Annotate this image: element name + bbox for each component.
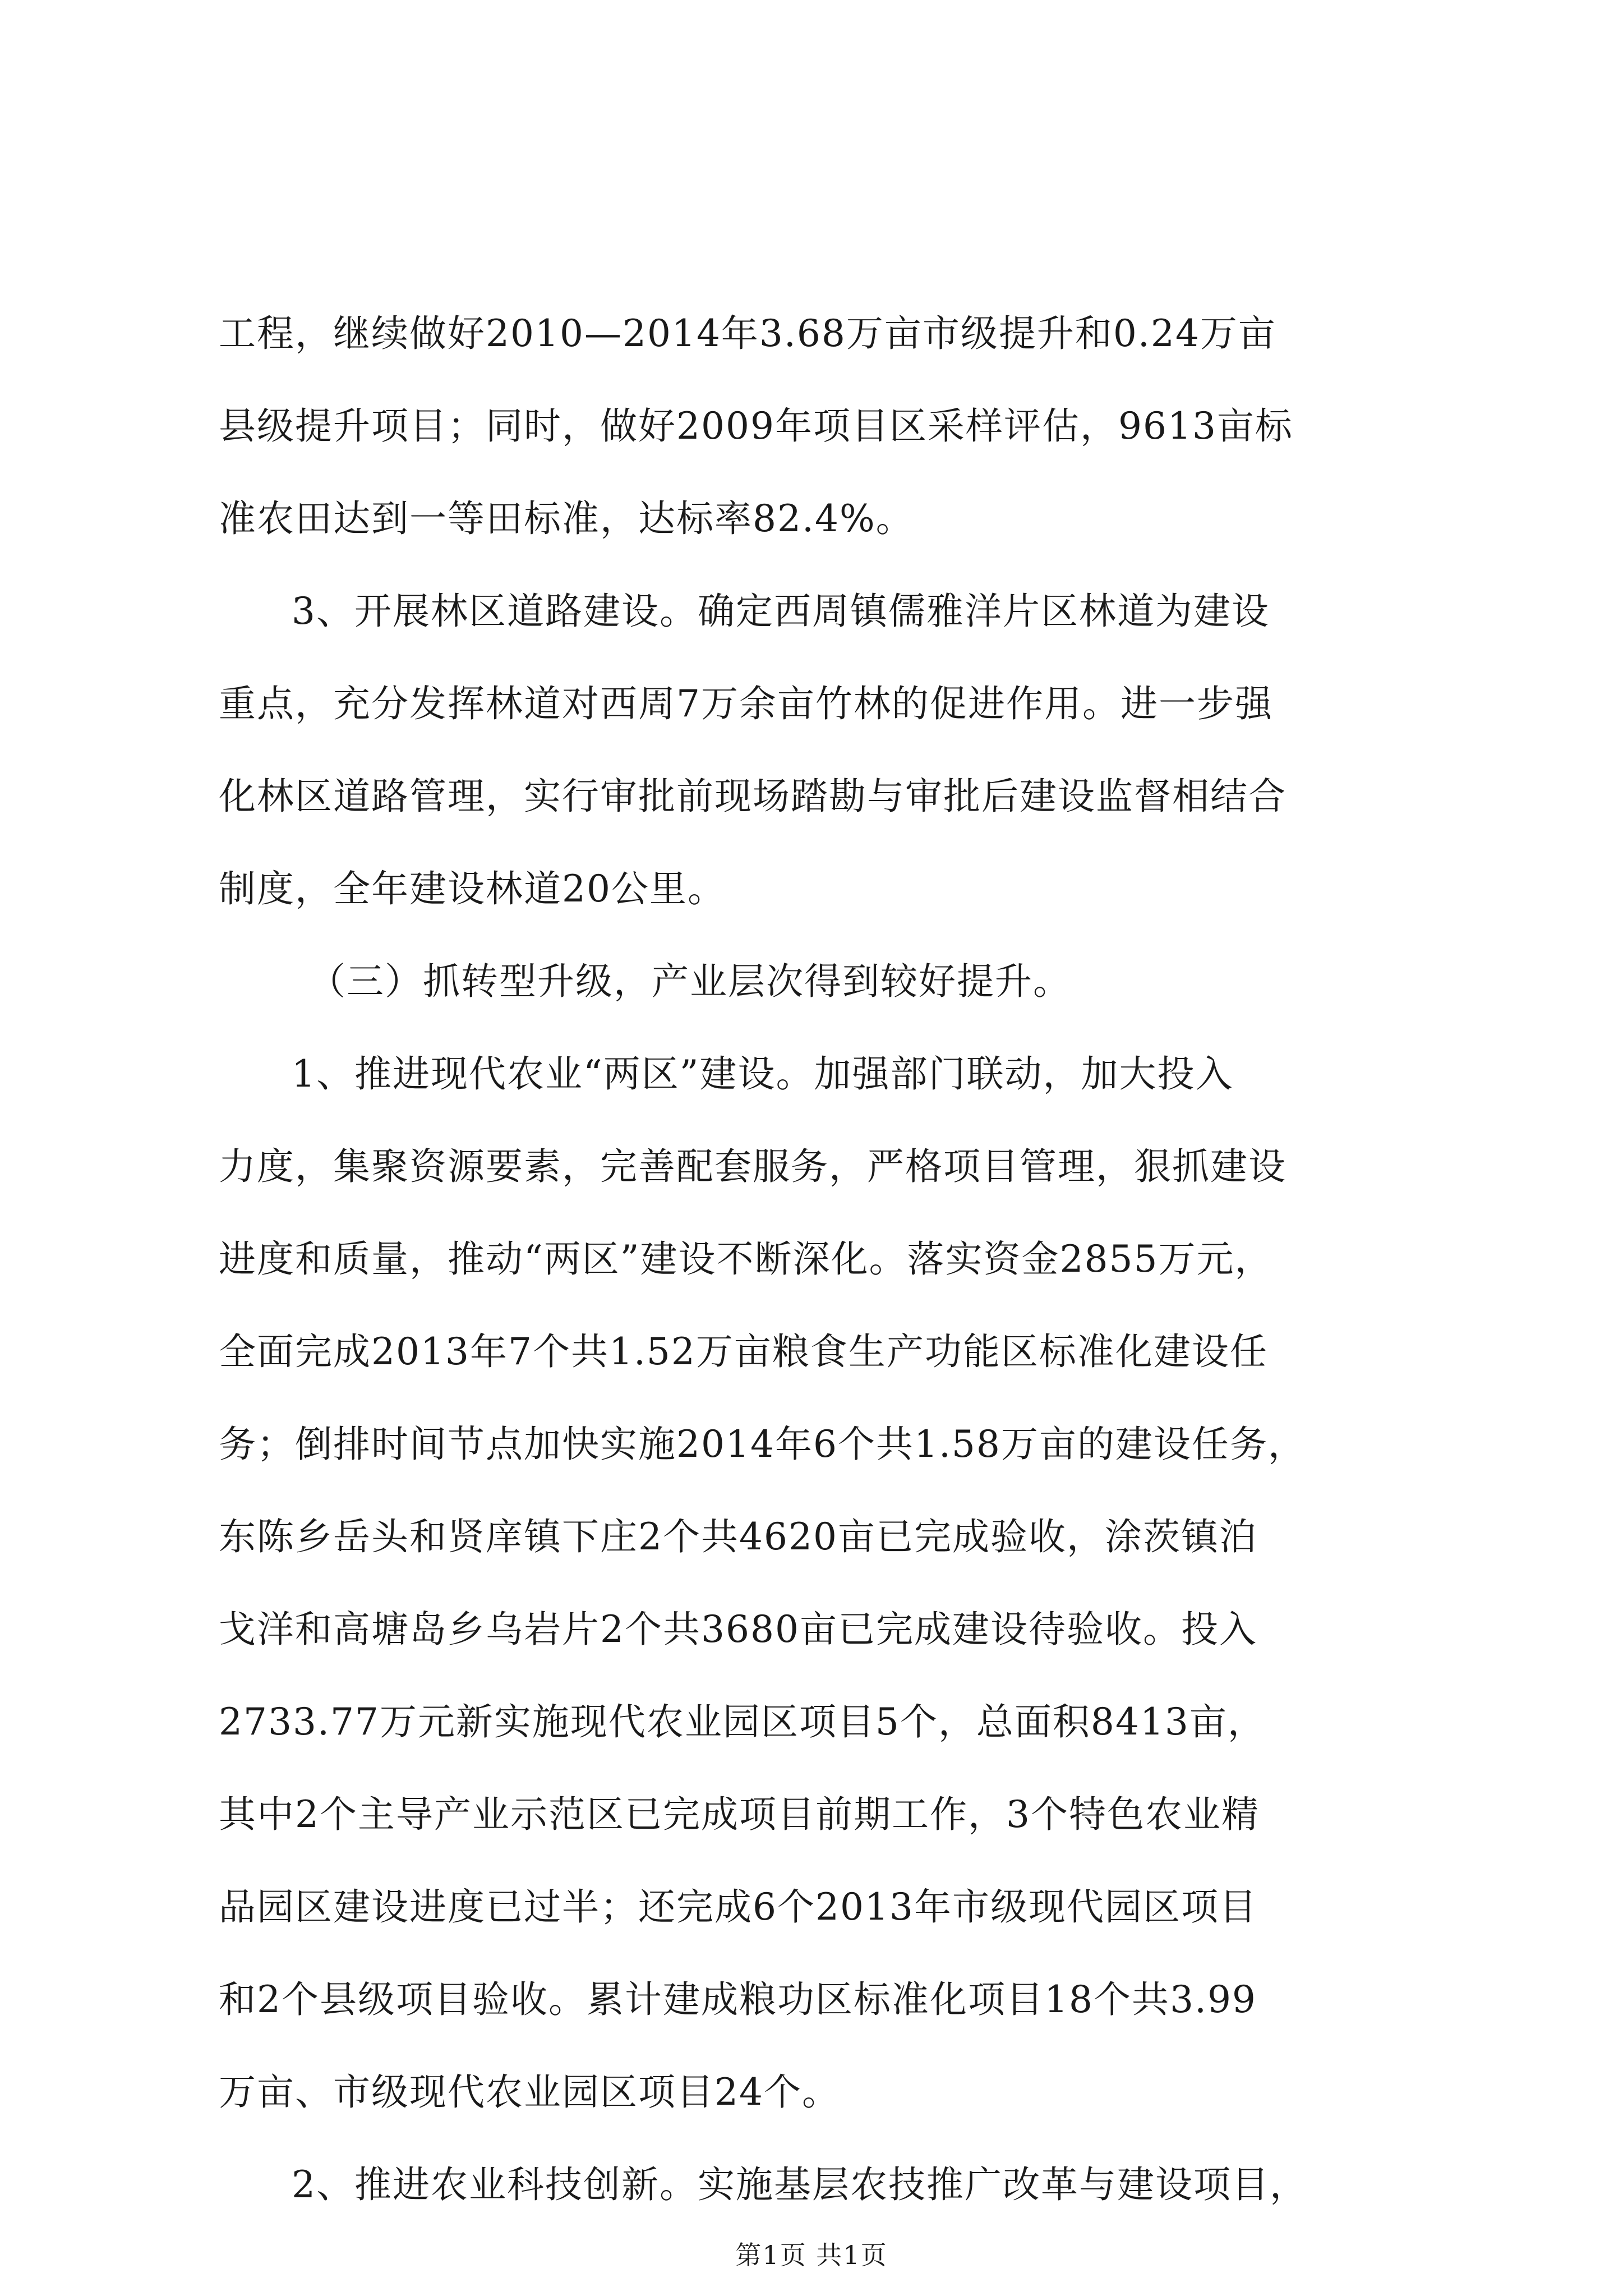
body-text-line: 1、推进现代农业“两区”建设。加强部门联动，加大投入 xyxy=(292,1052,1234,1096)
body-text-line: 工程，继续做好2010—2014年3.68万亩市级提升和0.24万亩 xyxy=(219,312,1276,355)
body-text-line: 和2个县级项目验收。累计建成粮功区标准化项目18个共3.99 xyxy=(219,1978,1257,2021)
body-text-line: 2、推进农业科技创新。实施基层农技推广改革与建设项目， xyxy=(292,2163,1308,2206)
body-text-line: 务；倒排时间节点加快实施2014年6个共1.58万亩的建设任务， xyxy=(219,1423,1306,1466)
body-text-line: 全面完成2013年7个共1.52万亩粮食生产功能区标准化建设任 xyxy=(219,1330,1268,1373)
body-text-line: 化林区道路管理，实行审批前现场踏勘与审批后建设监督相结合 xyxy=(219,775,1287,818)
body-text-line: 万亩、市级现代农业园区项目24个。 xyxy=(219,2070,840,2114)
page-footer: 第1页 共1页 xyxy=(735,2240,888,2270)
body-text-line: 准农田达到一等田标准，达标率82.4%。 xyxy=(219,497,914,540)
body-text-line: 进度和质量，推动“两区”建设不断深化。落实资金2855万元， xyxy=(219,1237,1273,1281)
body-text-line: 2733.77万元新实施现代农业园区项目5个，总面积8413亩， xyxy=(219,1700,1266,1743)
section-heading: （三）抓转型升级，产业层次得到较好提升。 xyxy=(308,960,1071,1003)
body-text-line: 其中2个主导产业示范区已完成项目前期工作，3个特色农业精 xyxy=(219,1793,1260,1836)
body-text-line: 制度，全年建设林道20公里。 xyxy=(219,867,726,910)
body-text-line: 重点，充分发挥林道对西周7万余亩竹林的促进作用。进一步强 xyxy=(219,682,1273,725)
body-text-line: 县级提升项目；同时，做好2009年项目区采样评估，9613亩标 xyxy=(219,404,1293,448)
body-text-line: 戈洋和高塘岛乡乌岩片2个共3680亩已完成建设待验收。投入 xyxy=(219,1608,1257,1651)
body-text-line: 东陈乡岳头和贤庠镇下庄2个共4620亩已完成验收，涂茨镇泊 xyxy=(219,1515,1257,1558)
body-text-line: 3、开展林区道路建设。确定西周镇儒雅洋片区林道为建设 xyxy=(292,590,1270,633)
body-text-line: 力度，集聚资源要素，完善配套服务，严格项目管理，狠抓建设 xyxy=(219,1145,1287,1188)
body-text-line: 品园区建设进度已过半；还完成6个2013年市级现代园区项目 xyxy=(219,1885,1257,1929)
